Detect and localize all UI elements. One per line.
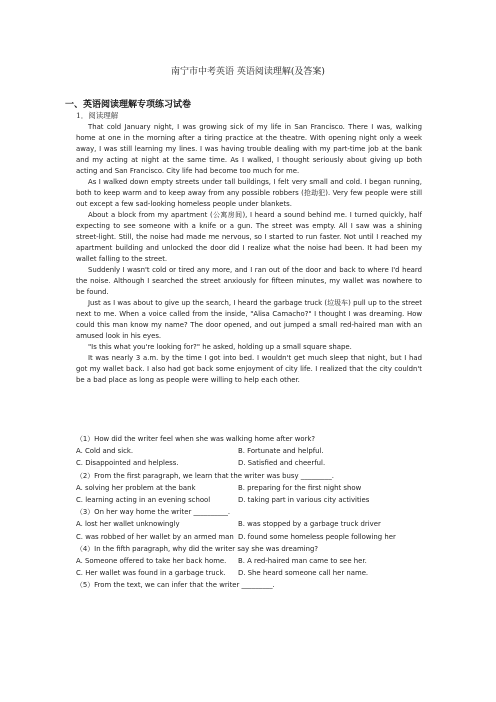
passage-paragraph: As I walked down empty streets under tall buildings, I felt very small and cold. I began running, both to keep warm and to keep away from any possible robbers (抢劫犯). Very few people were still out except a few sad-looking homeless people under blankets. (76, 178, 422, 208)
reading-passage (76, 122, 422, 386)
answer-option: B. was stopped by a garbage truck driver (238, 520, 381, 529)
answer-option: D. found some homeless people following her (238, 532, 396, 541)
answer-option: D. taking part in various city activities (238, 496, 370, 505)
answer-option: D. She heard someone call her name. (238, 569, 369, 578)
option-row (76, 445, 422, 457)
passage-paragraph: "Is this what you're looking for?" he asked, holding up a small square shape. (88, 343, 352, 351)
answer-option: C. Her wallet was found in a garbage truck. (76, 569, 226, 578)
passage-paragraph: It was nearly 3 a.m. by the time I got into bed. I wouldn't get much sleep that night, but I had got my wallet back. I also had got back some enjoyment of city life. I realized that the city couldn't be a bad place as long as people were willing to help each other. (76, 354, 422, 384)
option-row (76, 567, 422, 579)
option-row (76, 457, 422, 469)
question-stem: （5）From the text, we can infer that the writer _________. (76, 581, 275, 590)
option-row (76, 531, 422, 543)
question-stem: （2）From the first paragraph, we learn that the writer was busy _________. (76, 471, 334, 480)
answer-option: D. Satisfied and cheerful. (238, 459, 326, 468)
answer-option: C. learning acting in an evening school (76, 496, 211, 505)
question-list (76, 433, 422, 592)
answer-option: A. Someone offered to take her back home. (76, 557, 227, 566)
answer-option: B. Fortunate and helpful. (238, 447, 324, 456)
answer-option: C. Disappointed and helpless. (76, 459, 179, 468)
answer-option: B. A red-haired man came to see her. (238, 557, 367, 566)
answer-option: A. lost her wallet unknowingly (76, 520, 180, 529)
answer-option: A. Cold and sick. (76, 447, 134, 456)
question-stem: （1）How did the writer feel when she was walking home after work? (76, 435, 316, 443)
answer-option: C. was robbed of her wallet by an armed man (76, 532, 234, 541)
question-stem: （4）In the fifth paragraph, why did the writer say she was dreaming? (76, 544, 318, 553)
option-row (76, 494, 422, 506)
question-stem: （3）On her way home the writer __________. (76, 508, 231, 517)
question-heading: 1．阅读理解 (76, 111, 119, 120)
answer-option: B. preparing for the first night show (238, 483, 362, 492)
passage-paragraph: Just as I was about to give up the search, I heard the garbage truck (垃圾车) pull up to the street next to me. When a voice called from the inside, "Alisa Camacho?" I thought I was dreaming. How could this man know my name? The door opened, and out jumped a small red-haired man with an amused look in his eyes. (76, 299, 422, 340)
passage-paragraph: That cold January night, I was growing sick of my life in San Francisco. There I was, walking home at one in the morning after a tiring practice at the theatre. With opening night only a week away, I was still learning my lines. I was having trouble dealing with my part-time job at the bank and my acting at night at the same time. As I walked, I thought seriously about giving up both acting and San Francisco. City life had become too much for me. (76, 123, 422, 175)
passage-paragraph: Suddenly I wasn't cold or tired any more, and I ran out of the door and back to where I'd heard the noise. Although I searched the street anxiously for fifteen minutes, my wallet was nowhere to be found. (76, 266, 422, 296)
passage-paragraph: About a block from my apartment (公寓房间), I heard a sound behind me. I turned quickly, half expecting to see someone with a knife or a gun. The street was empty. All I saw was a shining street-light. Still, the noise had made me nervous, so I started to run faster. Not until I reached my apartment building and unlocked the door did I realize what the noise had been. It had been my wallet falling to the street. (76, 211, 422, 263)
option-row (76, 555, 422, 567)
option-row (76, 482, 422, 494)
section-heading: 一、英语阅读理解专项练习试卷 (65, 100, 192, 110)
option-row (76, 518, 422, 530)
document-title: 南宁市中考英语 英语阅读理解(及答案) (171, 67, 325, 77)
answer-option: A. solving her problem at the bank (76, 483, 196, 492)
